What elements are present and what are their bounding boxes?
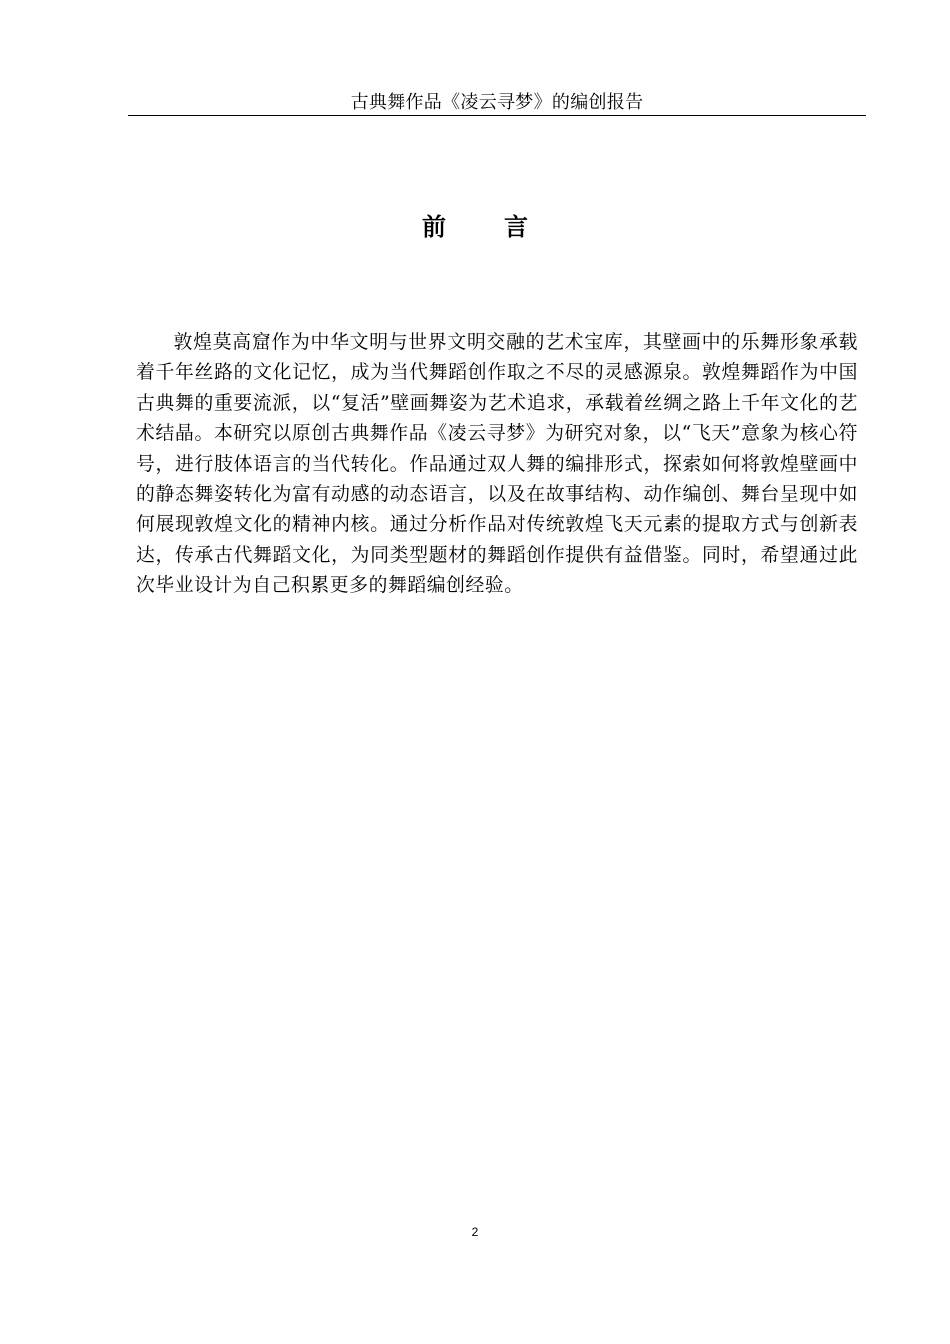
header-rule [128, 115, 866, 116]
section-title-char-2: 言 [504, 213, 528, 241]
page-number: 2 [471, 1225, 479, 1239]
section-title [0, 210, 950, 244]
preface-paragraph: 敦煌莫高窟作为中华文明与世界文明交融的艺术宝库，其壁画中的乐舞形象承载着千年丝路的文化记忆，成为当代舞蹈创作取之不尽的灵感源泉。敦煌舞蹈作为中国古典舞的重要流派，以“复活”壁画舞姿为艺术追求，承载着丝绸之路上千年文化的艺术结晶。本研究以原创古典舞作品《凌云寻梦》为研究对象，以“飞天”意象为核心符号，进行肢体语言的当代转化。作品通过双人舞的编排形式，探索如何将敦煌壁画中的静态舞姿转化为富有动感的动态语言，以及在故事结构、动作编创、舞台呈现中如何展现敦煌文化的精神内核。通过分析作品对传统敦煌飞天元素的提取方式与创新表达，传承古代舞蹈文化，为同类型题材的舞蹈创作提供有益借鉴。同时，希望通过此次毕业设计为自己积累更多的舞蹈编创经验。 [136, 332, 858, 597]
section-title-char-1: 前 [422, 213, 446, 241]
running-header: 古典舞作品《凌云寻梦》的编创报告 [350, 92, 644, 113]
